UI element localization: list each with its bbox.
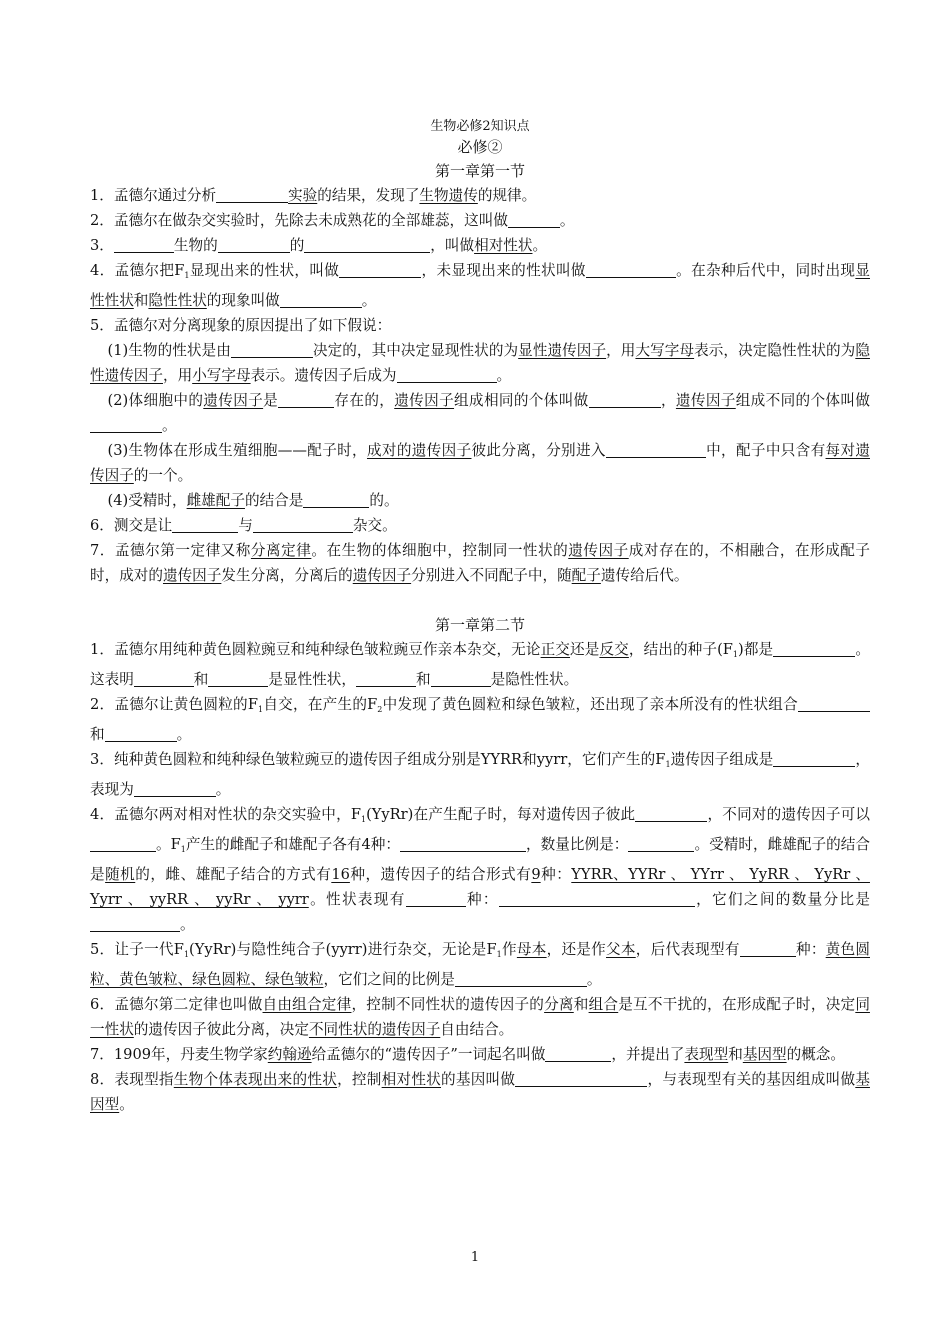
s1-q4: 4．孟德尔把$F_1$显现出来的性状，叫做 ，未显现出来的性状叫做 。在杂种后代中，同时出现显性性状和隐性性状的现象叫做 。 xyxy=(90,262,870,309)
blank xyxy=(278,392,334,408)
answer: 母本 xyxy=(516,941,547,958)
answer: 正交 xyxy=(540,641,571,658)
answer: 遗传因子 xyxy=(394,392,455,409)
blank xyxy=(773,751,855,767)
blank xyxy=(515,1071,647,1087)
section-1-title: 第一章第一节 xyxy=(434,162,525,180)
blank xyxy=(280,292,362,308)
volume-title: 必修② xyxy=(457,138,503,156)
blank xyxy=(90,836,156,852)
page-number: 1 xyxy=(470,1250,480,1265)
blank xyxy=(431,671,491,687)
answer: 自由组合定律 xyxy=(262,996,352,1013)
answer: 隐性遗传因子 xyxy=(90,342,870,384)
s2-q7: 7．1909年，丹麦生物学家约翰逊给孟德尔的“遗传因子”一词起名叫做 ，并提出了表现型和基因型的概念。 xyxy=(90,1046,845,1063)
answer: 分离 xyxy=(544,996,574,1013)
s2-q2: 2．孟德尔让黄色圆粒的$F_1$自交，在产生的$F_2$中发现了黄色圆粒和绿色皱粒，还出现了亲本所没有的性状组合和 。 xyxy=(90,692,870,747)
answer: 同一性状 xyxy=(90,996,870,1038)
s1-q5-intro: 5．孟德尔对分离现象的原因提出了如下假说： xyxy=(90,317,392,334)
blank xyxy=(253,517,353,533)
answer: 每对遗传因子 xyxy=(90,442,870,484)
s2-q1: 1．孟德尔用纯种黄色圆粒豌豆和纯种绿色皱粒豌豆作亲本杂交，无论正交还是反交，结出的种子$(F_1)$都是 。这表明 和 是显性性状， 和 是隐性性状。 xyxy=(90,641,870,688)
answer: 相对性状 xyxy=(381,1071,442,1088)
blank xyxy=(339,262,421,278)
section-2-title: 第一章第二节 xyxy=(434,616,525,634)
blank xyxy=(586,262,676,278)
answer: 遗传因子 xyxy=(352,567,412,584)
blank xyxy=(134,781,216,797)
s1-q5-p3: (3)生物体在形成生殖细胞——配子时，成对的遗传因子彼此分离，分别进入 中，配子中只含有每对遗传因子的一个。 xyxy=(90,442,870,484)
blank xyxy=(356,671,416,687)
answer: 小写字母 xyxy=(192,367,251,384)
s2-q8: 8．表现型指生物个体表现出来的性状，控制相对性状的基因叫做 ，与表现型有关的基因组成叫做基因型。 xyxy=(90,1071,870,1113)
s2-q3: 3．纯种黄色圆粒和纯种绿色皱粒豌豆的遗传因子组成分别是YYRR和yyrr，它们产生的$F_1$遗传因子组成是 ，表现为 。 xyxy=(90,751,870,798)
answer: 生物个体表现出来的性状 xyxy=(173,1071,338,1088)
answer: 显性性状 xyxy=(90,262,870,309)
blank xyxy=(397,367,497,383)
blank xyxy=(134,671,194,687)
blank xyxy=(172,517,238,533)
blank xyxy=(114,237,174,253)
answer: 雌雄配子 xyxy=(186,492,245,509)
answer: 实验 xyxy=(288,187,318,204)
answer: 遗传因子 xyxy=(675,392,736,409)
blank xyxy=(216,187,288,203)
blank xyxy=(798,696,870,712)
blank xyxy=(499,891,695,907)
answer: 遗传因子 xyxy=(203,392,264,409)
answer: 生物遗传 xyxy=(419,187,478,204)
s1-q5-p2: (2)体细胞中的遗传因子是 存在的，遗传因子组成相同的个体叫做 ，遗传因子组成不同的个体叫做。 xyxy=(90,388,870,438)
answer: 9 xyxy=(531,866,541,883)
blank xyxy=(208,671,268,687)
answer: 组合 xyxy=(588,996,619,1013)
blank xyxy=(589,392,661,408)
blank xyxy=(231,342,313,358)
s2-q5: 5．让子一代$F_1(YyRr)$与隐性纯合子(yyrr)进行杂交，无论是$F_1$作母本，还是作父本，后代表现型有 种：黄色圆粒、黄色皱粒、绿色圆粒、绿色皱粒，它们之间的比例是 。 xyxy=(90,941,870,988)
blank xyxy=(508,212,560,228)
blank xyxy=(218,237,290,253)
blank xyxy=(455,971,587,987)
s2-q4: 4．孟德尔两对相对性状的杂交实验中，$F_1(YyRr)$在产生配子时，每对遗传因子彼此 ，不同对的遗传因子可以。$F_1$产生的雌配子和雄配子各有4种： ，数量比例是： 。受精时，雌雄配子的结合是随机的，雌、雄配子结合的方式有16种，遗传因子的结合形式有9种：YYRR、YYRr 、 YYrr 、 YyRR 、 YyRr 、 Yyrr 、 yyRR 、 yyRr 、 yyrr。性状表现有 种： ，它们之间的数量分比是。 xyxy=(90,806,870,933)
answer: 分离定律 xyxy=(250,542,312,559)
blank xyxy=(90,916,180,932)
answer: 约翰逊 xyxy=(267,1046,312,1063)
blank xyxy=(105,726,177,742)
s1-q5-p1: (1)生物的性状是由 决定的，其中决定显现性状的为显性遗传因子，用大写字母表示，决定隐性性状的为隐性遗传因子，用小写字母表示。遗传因子后成为 。 xyxy=(90,342,870,384)
answer: YYRR、YYRr 、 YYrr 、 YyRR 、 YyRr 、 Yyrr 、 yyRR 、 yyRr 、 yyrr xyxy=(90,866,870,908)
answer: 随机 xyxy=(105,866,136,883)
blank xyxy=(545,1046,611,1062)
answer: 大写字母 xyxy=(635,342,695,359)
answer: 基因型 xyxy=(90,1071,870,1113)
blank xyxy=(90,417,162,433)
s2-q6: 6．孟德尔第二定律也叫做自由组合定律，控制不同性状的遗传因子的分离和组合是互不干扰的，在形成配子时，决定同一性状的遗传因子彼此分离，决定不同性状的遗传因子自由结合。 xyxy=(90,996,870,1038)
blank xyxy=(773,641,855,657)
blank xyxy=(628,836,694,852)
s1-q7: 7．孟德尔第一定律又称分离定律。在生物的体细胞中，控制同一性状的遗传因子成对存在的，不相融合，在形成配子时，成对的遗传因子发生分离，分离后的遗传因子分别进入不同配子中，随配子遗传给后代。 xyxy=(90,542,870,584)
answer: 基因型 xyxy=(742,1046,787,1063)
blank xyxy=(304,237,430,253)
blank xyxy=(635,806,707,822)
blank xyxy=(400,836,526,852)
doc-title: 生物必修2知识点 xyxy=(430,119,530,134)
answer: 显性遗传因子 xyxy=(518,342,607,359)
answer: 黄色圆粒、黄色皱粒、绿色圆粒、绿色皱粒 xyxy=(90,941,870,988)
s1-q3: 3． 生物的 的 ，叫做相对性状。 xyxy=(90,237,548,254)
blank xyxy=(740,941,796,957)
blank xyxy=(303,492,369,508)
answer: 父本 xyxy=(606,941,636,958)
s1-q1: 1．孟德尔通过分析 实验的结果，发现了生物遗传的规律。 xyxy=(90,187,537,204)
s1-q6: 6．测交是让 与 杂交。 xyxy=(90,517,397,534)
answer: 表现型 xyxy=(684,1046,729,1063)
spacer xyxy=(90,588,870,613)
answer: 不同性状的遗传因子 xyxy=(308,1021,441,1038)
answer: 配子 xyxy=(571,567,601,584)
answer: 成对的遗传因子 xyxy=(366,442,472,459)
blank xyxy=(406,891,466,907)
answer: 隐性性状 xyxy=(148,292,207,309)
answer: 遗传因子 xyxy=(162,567,222,584)
s1-q5-p4: (4)受精时，雌雄配子的结合是 的。 xyxy=(107,492,399,509)
s1-q2: 2．孟德尔在做杂交实验时，先除去未成熟花的全部雄蕊，这叫做 。 xyxy=(90,212,575,229)
answer: 相对性状 xyxy=(474,237,533,254)
document-page xyxy=(90,118,870,1117)
blank xyxy=(606,442,706,458)
answer: 反交 xyxy=(599,641,629,658)
answer: 16 xyxy=(331,866,350,883)
answer: 遗传因子 xyxy=(568,542,629,559)
